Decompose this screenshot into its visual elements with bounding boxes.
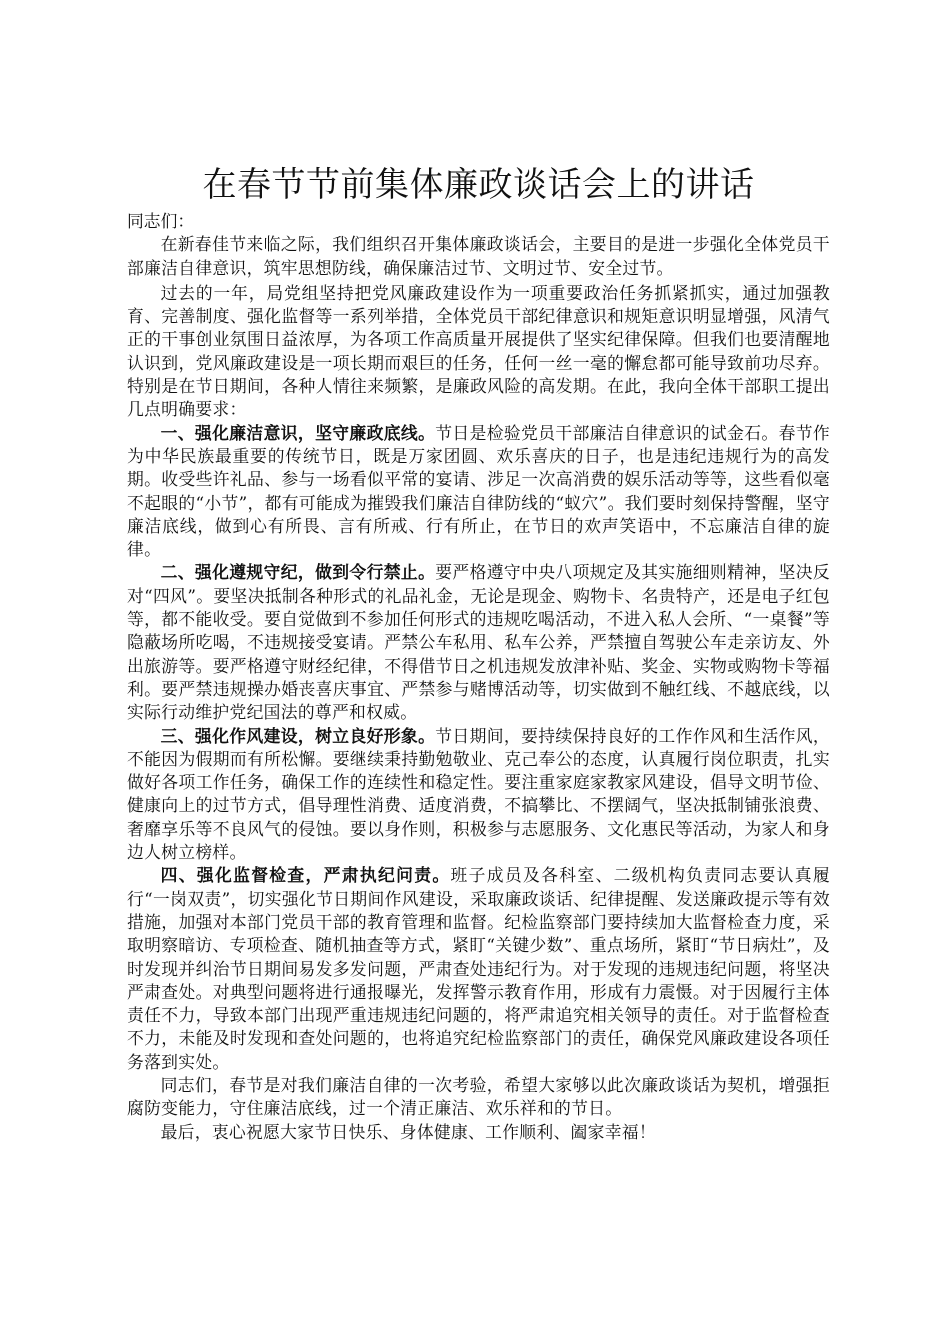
section-paragraph-3 — [127, 725, 830, 865]
section-heading-1: 一、强化廉洁意识，坚守廉政底线。 — [160, 422, 436, 443]
section-heading-4: 四、强化监督检查，严肃执纪问责。 — [160, 865, 451, 886]
document-title: 在春节节前集体廉政谈话会上的讲话 — [202, 165, 755, 205]
document-page — [127, 160, 830, 1144]
closing-paragraph-1: 同志们，春节是对我们廉洁自律的一次考验，希望大家够以此次廉政谈话为契机，增强拒腐防变能力，守住廉洁底线，过一个清正廉洁、欢乐祥和的节日。 — [127, 1074, 830, 1119]
intro-paragraph-2: 过去的一年，局党组坚持把党风廉政建设作为一项重要政治任务抓紧抓实，通过加强教育、完善制度、强化监督等一系列举措，全体党员干部纪律意识和规矩意识明显增强，风清气正的干事创业氛围日益浓厚，为各项工作高质量开展提供了坚实纪律保障。但我们也要清醒地认识到，党风廉政建设是一项长期而艰巨的任务，任何一丝一毫的懈怠都可能导致前功尽弃。特别是在节日期间，各种人情往来频繁，是廉政风险的高发期。在此，我向全体干部职工提出几点明确要求： — [127, 282, 830, 420]
section-text-3: 节日期间，要持续保持良好的工作作风和生活作风，不能因为假期而有所松懈。要继续秉持勤勉敬业、克己奉公的态度，认真履行岗位职责，扎实做好各项工作任务，确保工作的连续性和稳定性。要注重家庭家教家风建设，倡导文明节俭、健康向上的过节方式，倡导理性消费、适度消费，不搞攀比、不摆阔气，坚决抵制铺张浪费、奢靡享乐等不良风气的侵蚀。要以身作则，积极参与志愿服务、文化惠民等活动，为家人和身边人树立榜样。 — [127, 725, 830, 863]
salutation: 同志们： — [127, 211, 195, 231]
section-heading-3: 三、强化作风建设，树立良好形象。 — [160, 725, 436, 746]
section-heading-2: 二、强化遵规守纪，做到令行禁止。 — [160, 562, 436, 583]
intro-paragraph-1: 在新春佳节来临之际，我们组织召开集体廉政谈话会，主要目的是进一步强化全体党员干部廉洁自律意识，筑牢思想防线，确保廉洁过节、文明过节、安全过节。 — [127, 234, 830, 278]
section-text-2: 要严格遵守中央八项规定及其实施细则精神，坚决反对“四风”。要坚决抵制各种形式的礼品礼金，无论是现金、购物卡、名贵特产，还是电子红包等，都不能收受。要自觉做到不参加任何形式的违规吃喝活动，不进入私人会所、“一桌餐”等隐蔽场所吃喝，不违规接受宴请。严禁公车私用、私车公养，严禁擅自驾驶公车走亲访友、外出旅游等。要严格遵守财经纪律，不得借节日之机违规发放津补贴、奖金、实物或购物卡等福利。要严禁违规操办婚丧喜庆事宜、严禁参与赌博活动等，切实做到不触红线、不越底线，以实际行动维护党纪国法的尊严和权威。 — [127, 562, 830, 723]
closing-paragraph-2: 最后，衷心祝愿大家节日快乐、身体健康、工作顺利、阖家幸福！ — [160, 1121, 656, 1142]
section-paragraph-4 — [127, 864, 830, 1074]
section-text-4: 班子成员及各科室、二级机构负责同志要认真履行“一岗双责”，切实强化节日期间作风建设，采取廉政谈话、纪律提醒、发送廉政提示等有效措施，加强对本部门党员干部的教育管理和监督。纪检监察部门要持续加大监督检查力度，采取明察暗访、专项检查、随机抽查等方式，紧盯“关键少数”、重点场所，紧盯“节日病灶”，及时发现并纠治节日期间易发多发问题，严肃查处违纪行为。对于发现的违规违纪问题，将坚决严肃查处。对典型问题将进行通报曝光，发挥警示教育作用，形成有力震慑。对于因履行主体责任不力，导致本部门出现严重违规违纪问题的，将严肃追究相关领导的责任。对于监督检查不力，未能及时发现和查处问题的，也将追究纪检监察部门的责任，确保党风廉政建设各项任务落到实处。 — [127, 865, 830, 1072]
section-paragraph-1 — [127, 422, 830, 562]
section-paragraph-2 — [127, 561, 830, 724]
section-text-1: 节日是检验党员干部廉洁自律意识的试金石。春节作为中华民族最重要的传统节日，既是万家团圆、欢乐喜庆的日子，也是违纪违规行为的高发期。收受些许礼品、参与一场看似平常的宴请、涉足一次高消费的娱乐活动等等，这些看似毫不起眼的“小节”，都有可能成为摧毁我们廉洁自律防线的“蚁穴”。我们要时刻保持警醒，坚守廉洁底线，做到心有所畏、言有所戒、行有所止，在节日的欢声笑语中，不忘廉洁自律的旋律。 — [127, 422, 830, 560]
